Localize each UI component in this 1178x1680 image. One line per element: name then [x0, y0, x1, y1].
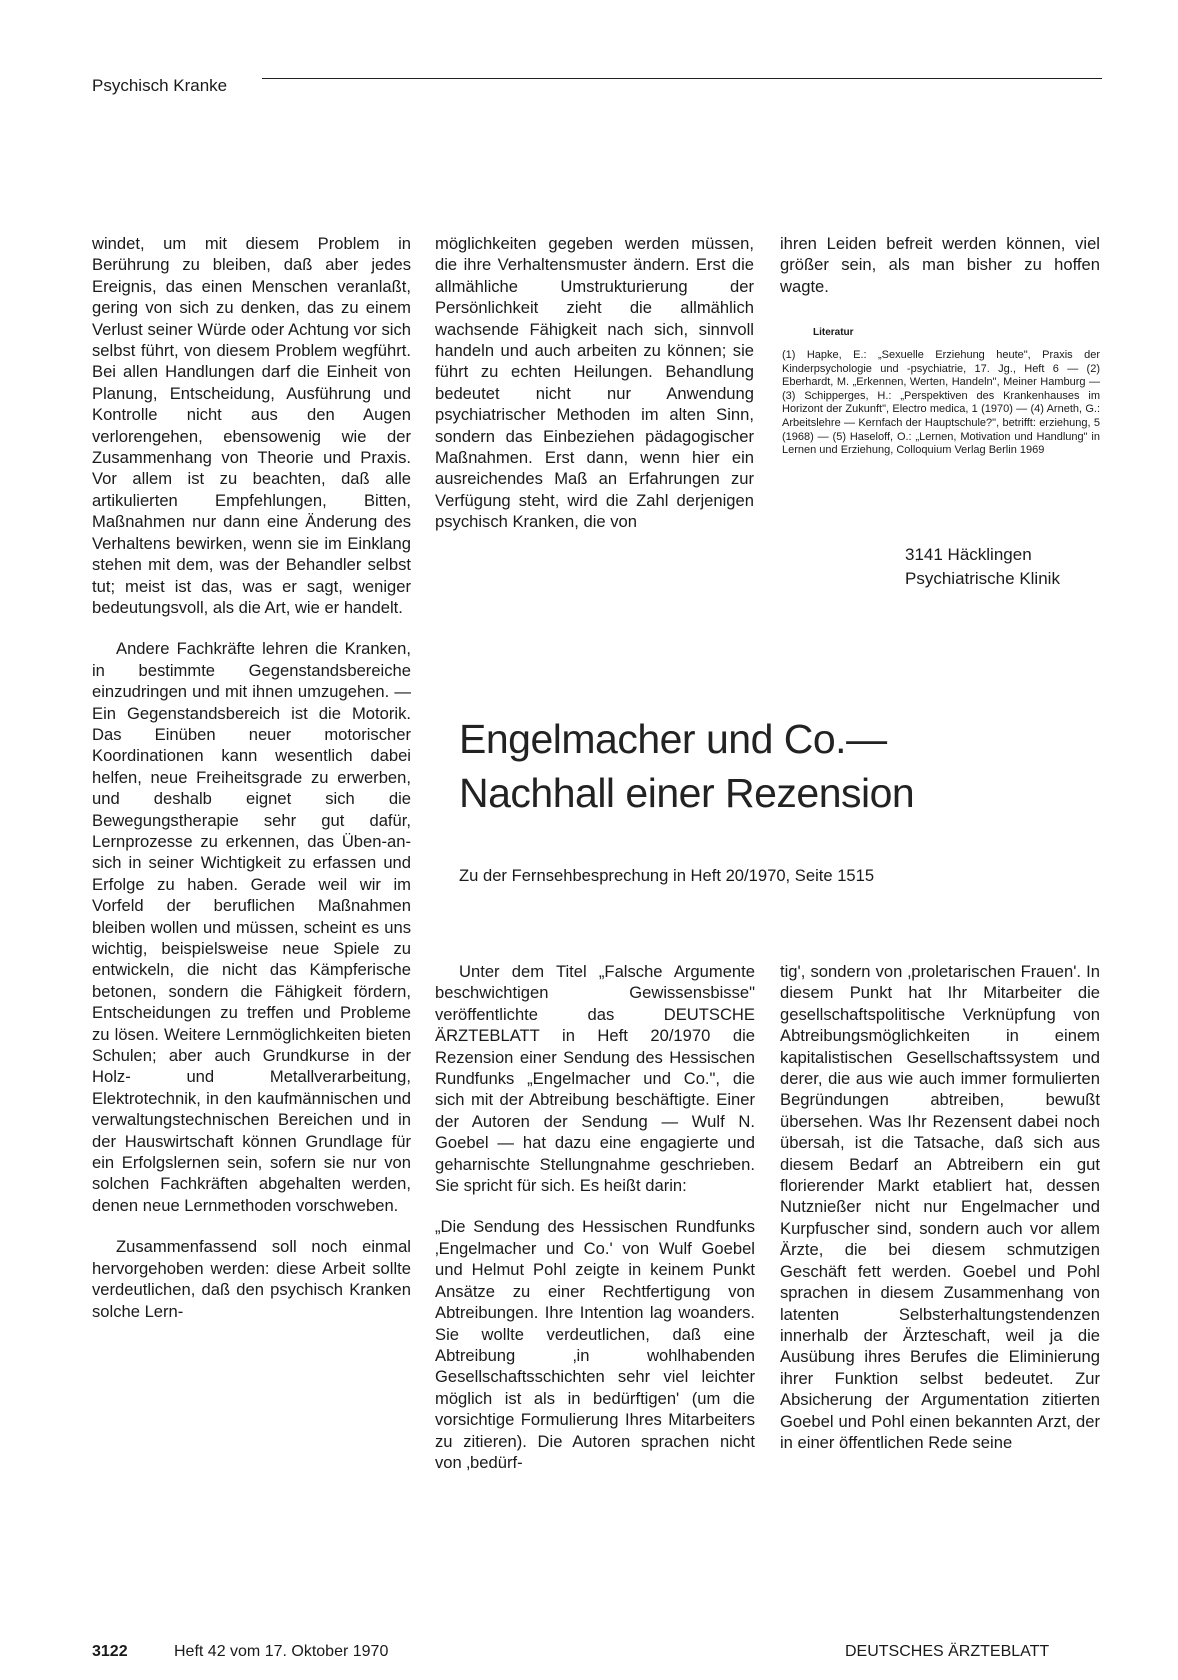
address-line: Psychiatrische Klinik: [905, 569, 1060, 588]
paragraph: Unter dem Titel „Falsche Argumente beschwichtigen Gewissensbisse" veröffentlichte das DEUTSCHE ÄRZTEBLATT in Heft 20/1970 die Rezension einer Sendung des Hessischen Rundfunks „Engelmacher und Co.", die sich mit der Abtreibung beschäftigte. Einer der Autoren der Sendung — Wulf N. Goebel — hat dazu eine engagierte und geharnischte Stellungnahme geschrieben. Sie spricht für sich. Es heißt darin:: [435, 962, 755, 1196]
paragraph: möglichkeiten gegeben werden müssen, die ihre Verhaltensmuster ändern. Erst die allmähliche Umstrukturierung der Persönlichkeit zieht die allmählich wachsende Fähigkeit nach sich, sinnvoll handeln und auch arbeiten zu können; sie führt zu echten Heilungen. Behandlung bedeutet nicht nur Anwendung psychiatrischer Methoden im alten Sinn, sondern das Einbeziehen pädagogischer Maßnahmen. Erst dann, wenn hier ein ausreichendes Maß an Erfahrungen zur Verfügung steht, wird die Zahl derjenigen psychisch Kranken, die von: [435, 234, 754, 532]
paragraph: „Die Sendung des Hessischen Rundfunks ‚Engelmacher und Co.' von Wulf Goebel und Helmut Pohl zeigte in keinem Punkt Ansätze zu einer Rechtfertigung von Abtreibungen. Ihre Intention lag woanders. Sie wollte verdeutlichen, daß eine Abtreibung ‚in wohlhabenden Gesellschaftsschichten sehr viel leichter möglich ist als in bedürftigen' (um die vorsichtige Formulierung Ihres Mitarbeiters zu zitieren). Die Autoren sprachen nicht von ‚bedürf-: [435, 1217, 755, 1472]
title-line: Nachhall einer Rezension: [459, 770, 915, 816]
article1-column-2: [435, 233, 754, 533]
page-number: 3122: [92, 1643, 128, 1660]
literature-list: (1) Hapke, E.: „Sexuelle Erziehung heute", Praxis der Kinderpsychologie und -psychiatrie, 17. Jg., Heft 6 — (2) Eberhardt, M. „Erkennen, Werten, Handeln", Meiner Hamburg — (3) Schipperges, H.: „Perspektiven des Krankenhauses im Horizont der Zukunft", Electro medica, 1 (1970) — (4) Arneth, G.: Arbeitslehre — Kernfach der Hauptschule?", betrifft: erziehung, 5 (1968) — (5) Haseloff, O.: „Lernen, Motivation und Handlung" in Lernen und Erziehung, Colloquium Verlag Berlin 1969: [782, 349, 1100, 457]
issue-info: Heft 42 vom 17. Oktober 1970: [174, 1643, 389, 1660]
article2-column-1: [435, 961, 755, 1473]
header-rule: [262, 78, 1102, 79]
literature-heading: Literatur: [813, 327, 854, 338]
article-title: [459, 712, 914, 820]
address-line: 3141 Häcklingen: [905, 545, 1032, 564]
paragraph: ihren Leiden befreit werden können, viel größer sein, als man bisher zu hoffen wagte.: [780, 234, 1100, 296]
article2-column-2: [780, 961, 1100, 1453]
title-line: Engelmacher und Co.—: [459, 716, 887, 762]
paragraph: Andere Fachkräfte lehren die Kranken, in bestimmte Gegenstandsbereiche einzudringen und mit ihnen umzugehen. — Ein Gegenstandsbereich ist die Motorik. Das Einüben neuer motorischer Koordinationen kann wesentlich dabei helfen, neue Freiheitsgrade zu erwerben, und deshalb eignet sich die Bewegungstherapie sehr gut dafür, Lernprozesse zu erkennen, das Üben-an-sich in seiner Wichtigkeit zu erfassen und Erfolge zu haben. Gerade weil wir im Vorfeld der beruflichen Maßnahmen bleiben wollen und müssen, scheint es uns wichtig, beispielsweise neue Spiele zu entwickeln, die nicht das Kämpferische betonen, sondern die Fähigkeit fördern, Entscheidungen zu treffen und Probleme zu lösen. Weitere Lernmöglichkeiten bieten Schulen; aber auch Grundkurse in der Holz- und Metallverarbeitung, Elektrotechnik, in den kaufmännischen und verwaltungstechnischen Bereichen und in der Hauswirtschaft können Grundlage für ein Erfolgslernen sein, sofern sie nur von solchen Fachkräften abgehalten werden, denen neue Lernmethoden vorschweben.: [92, 639, 411, 1215]
paragraph: tig', sondern von ‚proletarischen Frauen'. In diesem Punkt hat Ihr Mitarbeiter die gesellschaftspolitische Verknüpfung von Abtreibungsmöglichkeiten in einem kapitalistischen Gesellschaftssystem und derer, die aus wie auch immer formulierten Begründungen abtreiben, bewußt übersehen. Was Ihr Rezensent dabei noch übersah, ist die Tatsache, daß sich aus diesem Bedarf an Abtreibern ein gut florierender Markt etabliert hat, dessen Nutznießer nicht nur Engelmacher und Kurpfuscher sind, sondern auch vor allem Ärzte, die bei diesem schmutzigen Geschäft fett werden. Goebel und Pohl sprachen in diesem Zusammenhang von latenten Selbsterhaltungstendenzen innerhalb der Ärzteschaft, weil ja die Ausübung ihres Berufes die Eliminierung ihrer Funktion selbst bedeutet. Zur Absicherung der Argumentation zitierten Goebel und Pohl einen bekannten Arzt, der in einer öffentlichen Rede seine: [780, 962, 1100, 1452]
paragraph: windet, um mit diesem Problem in Berührung zu bleiben, daß aber jedes Ereignis, das einen Menschen veranlaßt, gering von sich zu denken, das zu einem Verlust seiner Würde oder Achtung vor sich selbst führt, von diesem Problem wegführt. Bei allen Handlungen darf die Einheit von Planung, Entscheidung, Ausführung und Kontrolle nicht aus den Augen verlorengehen, ebensowenig wie der Zusammenhang von Theorie und Praxis. Vor allem ist zu beachten, daß alle artikulierten Empfehlungen, Bitten, Maßnahmen nur dann eine Änderung des Verhaltens bewirken, wenn sie im Einklang stehen mit dem, was der Behandler selbst tut; meist ist das, was er sagt, weniger bedeutungsvoll, als die Art, wie er handelt.: [92, 234, 411, 617]
article-subtitle: Zu der Fernsehbesprechung in Heft 20/1970, Seite 1515: [459, 866, 875, 885]
journal-name: DEUTSCHES ÄRZTEBLATT: [845, 1643, 1050, 1660]
paragraph: Zusammenfassend soll noch einmal hervorgehoben werden: diese Arbeit sollte verdeutlichen, daß den psychisch Kranken solche Lern-: [92, 1237, 411, 1321]
running-header: Psychisch Kranke: [92, 76, 228, 95]
article1-column-1: [92, 233, 411, 1322]
article1-column-3: [780, 233, 1100, 297]
author-address: [905, 543, 1060, 591]
